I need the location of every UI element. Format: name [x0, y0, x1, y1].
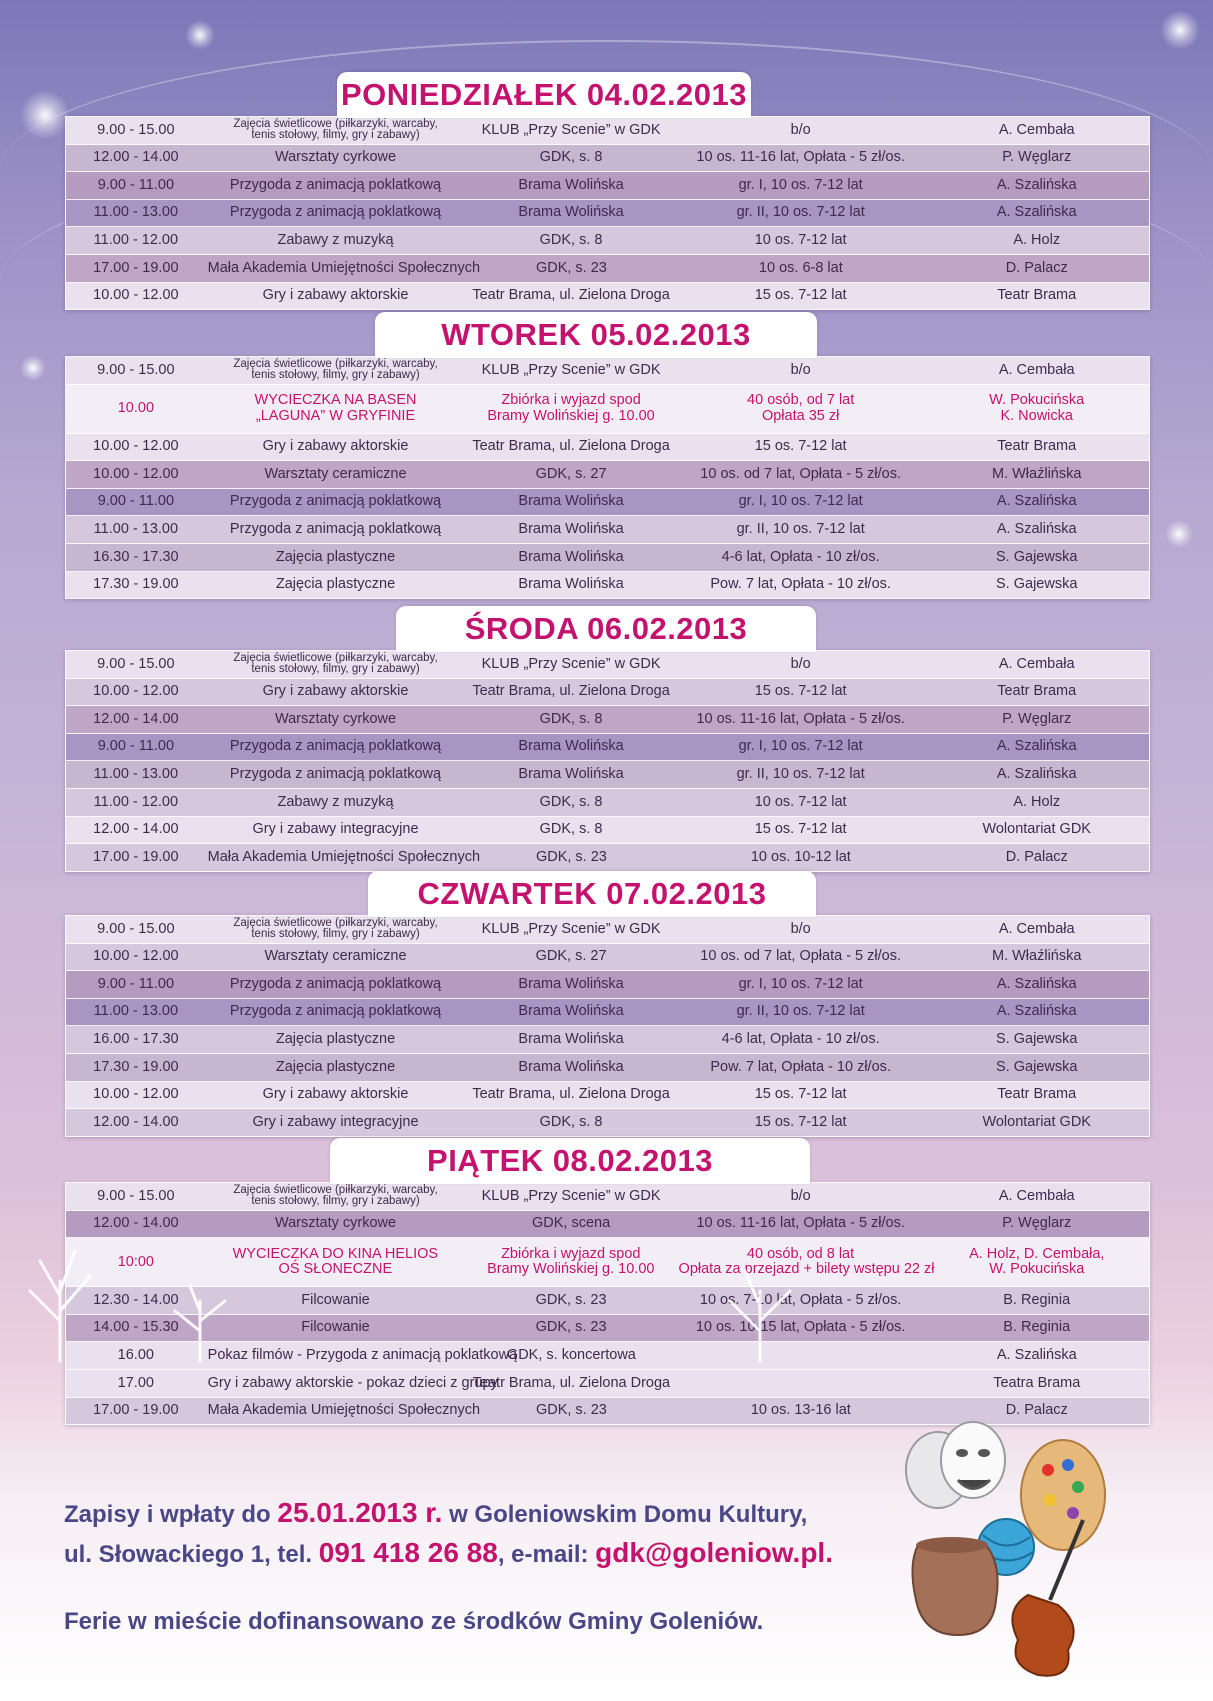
person-cell: S. Gajewska	[996, 1031, 1078, 1048]
info-cell: 15 os. 7-12 lat	[754, 821, 847, 838]
place-cell: Teatr Brama, ul. Zielona Droga	[472, 287, 670, 304]
person-cell: S. Gajewska	[996, 576, 1078, 593]
tree-decoration	[0, 1221, 300, 1364]
cell-line: WYCIECZKA NA BASEN	[254, 392, 417, 409]
person-cell: A. Cembała	[998, 361, 1075, 378]
activity-cell	[206, 119, 466, 142]
info-cell: gr. II, 10 os. 7-12 lat	[736, 766, 865, 783]
time-cell: 10.00	[117, 399, 155, 416]
activity-cell: Gry i zabawy integracyjne	[252, 1113, 419, 1130]
cell-line: tenis stołowy, filmy, gry i zabawy)	[251, 663, 420, 676]
time-cell: 17.00	[117, 1374, 154, 1391]
bokeh-light	[20, 355, 46, 381]
place-cell: Brama Wolińska	[518, 1058, 624, 1075]
info-cell: 10 os. 7-12 lat	[754, 232, 847, 249]
time-cell: 10.00 - 12.00	[93, 438, 179, 455]
table-row	[66, 916, 1149, 944]
time-cell: 16.00	[117, 1347, 154, 1364]
activity-cell: Warsztaty cyrkowe	[274, 1215, 397, 1232]
info-cell: gr. I, 10 os. 7-12 lat	[738, 176, 863, 193]
table-row	[66, 145, 1149, 173]
info-cell: 10 os. 11-16 lat, Opłata - 5 zł/os.	[696, 149, 905, 166]
time-cell: 17.00 - 19.00	[93, 848, 179, 865]
activity-cell: Gry i zabawy aktorskie	[262, 683, 409, 700]
info-cell: 10 os. 13-16 lat	[750, 1402, 851, 1419]
activity-cell: Warsztaty ceramiczne	[264, 948, 407, 965]
table-row	[66, 789, 1149, 817]
email-address: gdk@goleniow.pl.	[595, 1537, 833, 1568]
activity-cell: Przygoda z animacją poklatkową	[229, 493, 442, 510]
table-row	[66, 461, 1149, 489]
person-cell: A. Szalińska	[996, 1347, 1077, 1364]
palette-icon	[1021, 1440, 1105, 1550]
table-row	[66, 679, 1149, 707]
cell-line: Opłata 35 zł	[761, 407, 840, 424]
cell-line: Zbiórka i wyjazd spod	[501, 392, 641, 409]
activity-cell: Warsztaty cyrkowe	[274, 149, 397, 166]
person-cell: A. Szalińska	[996, 738, 1077, 755]
day-title: WTOREK 05.02.2013	[375, 312, 817, 358]
info-cell: Pow. 7 lat, Opłata - 10 zł/os.	[710, 576, 891, 593]
cell-line: WYCIECZKA DO KINA HELIOS	[232, 1245, 439, 1262]
activity-cell: Zabawy z muzyką	[277, 793, 394, 810]
info-cell: 15 os. 7-12 lat	[754, 287, 847, 304]
cell-line: 40 osób, od 8 lat	[746, 1245, 855, 1262]
place-cell: Brama Wolińska	[518, 521, 624, 538]
time-cell: 10.00 - 12.00	[93, 287, 179, 304]
phone-number: 091 418 26 88	[318, 1537, 498, 1568]
place-cell: GDK, s. 8	[539, 793, 603, 810]
info-cell	[677, 393, 925, 423]
footer-text: , e-mail:	[497, 1541, 596, 1568]
place-cell: GDK, s. 23	[535, 1402, 607, 1419]
place-cell	[465, 393, 677, 423]
registration-deadline: 25.01.2013 r.	[277, 1497, 443, 1528]
activity-cell: Gry i zabawy aktorskie - pokaz dzieci z grupy	[207, 1374, 498, 1391]
activity-cell: Warsztaty ceramiczne	[264, 465, 407, 482]
info-cell: 10 os. 10-15 lat, Opłata - 5 zł/os.	[695, 1319, 906, 1336]
theatre-masks-icon	[906, 1422, 1005, 1508]
place-cell: Brama Wolińska	[518, 1003, 624, 1020]
info-cell: 15 os. 7-12 lat	[754, 438, 847, 455]
day-title: CZWARTEK 07.02.2013	[368, 871, 816, 917]
footer-text: Zapisy i wpłaty do	[64, 1501, 278, 1528]
place-cell: GDK, s. 8	[539, 232, 603, 249]
place-cell: Teatr Brama, ul. Zielona Droga	[472, 1374, 671, 1391]
table-row	[66, 516, 1149, 544]
person-cell: A. Szalińska	[996, 1003, 1077, 1020]
table-row	[66, 357, 1149, 385]
info-cell: gr. I, 10 os. 7-12 lat	[738, 975, 863, 992]
info-cell: gr. I, 10 os. 7-12 lat	[738, 493, 863, 510]
person-cell: M. Właźlińska	[991, 465, 1082, 482]
time-cell: 9.00 - 15.00	[97, 920, 175, 937]
table-row	[66, 944, 1149, 972]
place-cell: Brama Wolińska	[518, 766, 624, 783]
cell-line: Zajęcia świetlicowe (piłkarzyki, warcaby,	[233, 916, 438, 929]
person-cell	[925, 1247, 1149, 1277]
activity-cell: Pokaz filmów - Przygoda z animacją poklatkową	[207, 1347, 518, 1364]
activity-cell: Filcowanie	[301, 1319, 370, 1336]
person-cell: P. Węglarz	[1002, 710, 1072, 727]
time-cell: 12.00 - 14.00	[93, 821, 179, 838]
cell-line: Zajęcia świetlicowe (piłkarzyki, warcaby,	[233, 1183, 438, 1196]
person-cell: Teatr Brama	[997, 1086, 1077, 1103]
person-cell: A. Szalińska	[996, 766, 1077, 783]
day-section	[65, 611, 1150, 872]
person-cell: M. Właźlińska	[991, 948, 1082, 965]
activity-cell: Filcowanie	[301, 1291, 370, 1308]
place-cell: KLUB „Przy Scenie” w GDK	[481, 121, 661, 138]
place-cell: KLUB „Przy Scenie” w GDK	[481, 920, 661, 937]
table-row	[66, 385, 1149, 434]
info-cell: 4-6 lat, Opłata - 10 zł/os.	[721, 548, 880, 565]
place-cell: GDK, s. 23	[535, 259, 607, 276]
table-row	[66, 283, 1149, 310]
time-cell: 9.00 - 15.00	[97, 655, 175, 672]
cell-line: OŚ SŁONECZNE	[278, 1261, 393, 1278]
place-cell: Brama Wolińska	[518, 1031, 624, 1048]
footer-funding-note: Ferie w mieście dofinansowano ze środków Gminy Goleniów.	[64, 1608, 764, 1635]
place-cell: KLUB „Przy Scenie” w GDK	[481, 655, 661, 672]
person-cell: B. Reginia	[1003, 1319, 1071, 1336]
footer-text: ul. Słowackiego 1, tel.	[64, 1541, 319, 1568]
info-cell: Pow. 7 lat, Opłata - 10 zł/os.	[710, 1058, 891, 1075]
day-section	[65, 77, 1150, 310]
info-cell: gr. II, 10 os. 7-12 lat	[736, 204, 865, 221]
info-cell: 10 os. 11-16 lat, Opłata - 5 zł/os.	[696, 1215, 905, 1232]
bokeh-light	[1160, 10, 1200, 50]
day-title: ŚRODA 06.02.2013	[396, 606, 816, 652]
table-row	[66, 1082, 1149, 1110]
cell-line: 40 osób, od 7 lat	[747, 392, 855, 409]
time-cell: 10.00 - 12.00	[93, 683, 179, 700]
place-cell: GDK, s. 8	[539, 821, 603, 838]
place-cell: Brama Wolińska	[518, 975, 624, 992]
schedule-table	[65, 116, 1150, 310]
place-cell: Brama Wolińska	[518, 738, 624, 755]
time-cell: 9.00 - 15.00	[97, 121, 175, 138]
person-cell: Teatra Brama	[993, 1374, 1081, 1391]
table-row	[66, 434, 1149, 462]
table-row	[66, 1183, 1149, 1211]
day-section	[65, 317, 1150, 599]
info-cell: b/o	[790, 361, 811, 378]
table-row	[66, 172, 1149, 200]
table-row	[66, 734, 1149, 762]
person-cell: P. Węglarz	[1002, 1215, 1072, 1232]
table-row	[66, 200, 1149, 228]
table-row	[66, 999, 1149, 1027]
person-cell: D. Palacz	[1005, 848, 1068, 865]
time-cell: 11.00 - 13.00	[93, 1003, 179, 1020]
cell-line: tenis stołowy, filmy, gry i zabawy)	[251, 928, 420, 941]
person-cell: A. Cembała	[998, 920, 1075, 937]
table-row	[66, 227, 1149, 255]
activity-cell	[206, 653, 466, 676]
place-cell: GDK, s. 23	[535, 1319, 607, 1336]
place-cell: KLUB „Przy Scenie” w GDK	[481, 361, 661, 378]
time-cell: 9.00 - 11.00	[97, 738, 175, 755]
info-cell: gr. II, 10 os. 7-12 lat	[736, 1003, 865, 1020]
person-cell: A. Szalińska	[996, 493, 1077, 510]
place-cell: GDK, s. 27	[535, 948, 607, 965]
day-title: PONIEDZIAŁEK 04.02.2013	[337, 72, 751, 118]
table-row	[66, 572, 1149, 599]
cell-line: Zbiórka i wyjazd spod	[501, 1245, 641, 1262]
person-cell: A. Szalińska	[996, 521, 1077, 538]
activity-cell: Zajęcia plastyczne	[275, 548, 396, 565]
time-cell: 17.00 - 19.00	[93, 259, 179, 276]
activity-cell: Zajęcia plastyczne	[275, 576, 396, 593]
info-cell: 10 os. 7-10 lat, Opłata - 5 zł/os.	[699, 1291, 902, 1308]
activity-cell: Gry i zabawy aktorskie	[262, 287, 409, 304]
cell-line: Opłata za przejazd + bilety wstępu 22 zł	[678, 1261, 935, 1278]
table-row	[66, 1370, 1149, 1398]
time-cell: 10.00 - 12.00	[93, 465, 179, 482]
time-cell: 9.00 - 11.00	[97, 975, 175, 992]
table-row	[66, 651, 1149, 679]
art-supplies-illustration	[878, 1425, 1118, 1685]
table-row	[66, 971, 1149, 999]
person-cell: A. Szalińska	[996, 176, 1077, 193]
person-cell	[924, 393, 1149, 423]
info-cell: 10 os. od 7 lat, Opłata - 5 zł/os.	[700, 948, 901, 965]
table-row	[66, 1109, 1149, 1136]
schedule-table	[65, 356, 1150, 599]
info-cell: 10 os. 11-16 lat, Opłata - 5 zł/os.	[696, 710, 905, 727]
table-row	[66, 1398, 1149, 1425]
place-cell: GDK, s. 8	[539, 1113, 603, 1130]
info-cell: 15 os. 7-12 lat	[754, 1113, 847, 1130]
place-cell: GDK, s. 23	[535, 1291, 607, 1308]
time-cell: 17.00 - 19.00	[93, 1402, 179, 1419]
place-cell: Brama Wolińska	[518, 576, 624, 593]
info-cell: gr. II, 10 os. 7-12 lat	[736, 521, 865, 538]
info-cell: 10 os. 10-12 lat	[750, 848, 851, 865]
place-cell: Brama Wolińska	[518, 176, 624, 193]
person-cell: P. Węglarz	[1002, 149, 1072, 166]
activity-cell: Przygoda z animacją poklatkową	[229, 521, 442, 538]
activity-cell: Przygoda z animacją poklatkową	[229, 204, 442, 221]
info-cell: b/o	[790, 1187, 811, 1204]
cell-line: Zajęcia świetlicowe (piłkarzyki, warcaby,	[233, 651, 438, 664]
time-cell: 10:00	[117, 1253, 154, 1270]
person-cell: Teatr Brama	[997, 287, 1077, 304]
person-cell: Teatr Brama	[997, 438, 1077, 455]
table-row	[66, 255, 1149, 283]
table-row	[66, 761, 1149, 789]
place-cell: Brama Wolińska	[518, 548, 624, 565]
info-cell: 10 os. 6-8 lat	[758, 259, 843, 276]
activity-cell: Przygoda z animacją poklatkową	[229, 1003, 442, 1020]
bokeh-light	[20, 90, 70, 140]
activity-cell: Przygoda z animacją poklatkową	[229, 738, 442, 755]
cell-line: W. Pokucińska	[989, 392, 1085, 409]
table-row	[66, 117, 1149, 145]
activity-cell	[206, 393, 466, 423]
info-cell: 15 os. 7-12 lat	[754, 1086, 847, 1103]
time-cell: 11.00 - 13.00	[93, 521, 179, 538]
cell-line: K. Nowicka	[1000, 407, 1073, 424]
table-row	[66, 1054, 1149, 1082]
person-cell: A. Cembała	[998, 655, 1075, 672]
activity-cell: Gry i zabawy aktorskie	[262, 1086, 409, 1103]
place-cell: GDK, scena	[531, 1215, 611, 1232]
person-cell: A. Cembała	[998, 121, 1075, 138]
info-cell: 4-6 lat, Opłata - 10 zł/os.	[721, 1031, 880, 1048]
place-cell: GDK, s. 8	[539, 149, 603, 166]
time-cell: 11.00 - 13.00	[93, 204, 179, 221]
person-cell: S. Gajewska	[996, 548, 1078, 565]
activity-cell	[206, 1185, 466, 1208]
footer-line-1	[64, 1497, 807, 1529]
cell-line: tenis stołowy, filmy, gry i zabawy)	[251, 369, 420, 382]
vase-icon	[912, 1537, 997, 1635]
cell-line: Zajęcia świetlicowe (piłkarzyki, warcaby,	[233, 117, 438, 130]
place-cell: Teatr Brama, ul. Zielona Droga	[472, 683, 670, 700]
schedule-table	[65, 915, 1150, 1137]
place-cell: GDK, s. 8	[539, 710, 603, 727]
activity-cell: Mała Akademia Umiejętności Społecznych	[207, 848, 481, 865]
footer-text: w Goleniowskim Domu Kultury,	[442, 1501, 808, 1528]
table-row	[66, 544, 1149, 572]
info-cell: 15 os. 7-12 lat	[754, 683, 847, 700]
time-cell: 16.00 - 17.30	[93, 1031, 179, 1048]
activity-cell: Gry i zabawy aktorskie	[262, 438, 409, 455]
time-cell: 12.30 - 14.00	[93, 1291, 179, 1308]
info-cell: b/o	[790, 655, 811, 672]
cell-line: „LAGUNA” W GRYFINIE	[255, 407, 416, 424]
time-cell: 10.00 - 12.00	[93, 1086, 179, 1103]
table-row	[66, 1026, 1149, 1054]
activity-cell: Warsztaty cyrkowe	[274, 710, 397, 727]
activity-cell: Przygoda z animacją poklatkową	[229, 176, 442, 193]
activity-cell: Zajęcia plastyczne	[275, 1058, 396, 1075]
time-cell: 14.00 - 15.30	[93, 1319, 179, 1336]
activity-cell	[206, 359, 466, 382]
bokeh-light	[185, 20, 215, 50]
cell-line: Bramy Wolińskiej g. 10.00	[487, 1261, 655, 1278]
table-row	[66, 706, 1149, 734]
place-cell: Teatr Brama, ul. Zielona Droga	[472, 1086, 670, 1103]
person-cell: Wolontariat GDK	[982, 821, 1091, 838]
time-cell: 17.30 - 19.00	[93, 576, 179, 593]
person-cell: D. Palacz	[1005, 1402, 1068, 1419]
bokeh-light	[1165, 520, 1193, 548]
tree-decoration	[600, 1241, 860, 1361]
place-cell: Brama Wolińska	[518, 204, 624, 221]
person-cell: A. Holz	[1013, 232, 1061, 249]
time-cell: 12.00 - 14.00	[93, 1113, 179, 1130]
activity-cell: Przygoda z animacją poklatkową	[229, 766, 442, 783]
activity-cell: Przygoda z animacją poklatkową	[229, 975, 442, 992]
activity-cell: Mała Akademia Umiejętności Społecznych	[207, 259, 481, 276]
time-cell: 11.00 - 12.00	[93, 232, 179, 249]
info-cell: 10 os. 7-12 lat	[754, 793, 847, 810]
time-cell: 17.30 - 19.00	[93, 1058, 179, 1075]
time-cell: 9.00 - 15.00	[97, 1187, 175, 1204]
table-row	[66, 817, 1149, 845]
info-cell: gr. I, 10 os. 7-12 lat	[738, 738, 863, 755]
cell-line: tenis stołowy, filmy, gry i zabawy)	[251, 129, 420, 142]
place-cell: Brama Wolińska	[518, 493, 624, 510]
time-cell: 9.00 - 15.00	[97, 361, 175, 378]
table-row	[66, 844, 1149, 871]
person-cell: A. Szalińska	[996, 975, 1077, 992]
activity-cell: Zajęcia plastyczne	[275, 1031, 396, 1048]
activity-cell: Zabawy z muzyką	[277, 232, 394, 249]
cell-line: W. Pokucińska	[989, 1261, 1085, 1278]
person-cell: A. Holz	[1013, 793, 1061, 810]
activity-cell: Gry i zabawy integracyjne	[252, 821, 419, 838]
time-cell: 11.00 - 12.00	[93, 793, 179, 810]
place-cell: GDK, s. 23	[535, 848, 607, 865]
person-cell: D. Palacz	[1005, 259, 1068, 276]
info-cell: b/o	[790, 920, 811, 937]
day-section	[65, 876, 1150, 1137]
cell-line: A. Holz, D. Cembała,	[969, 1245, 1105, 1262]
person-cell: A. Szalińska	[996, 204, 1077, 221]
time-cell: 9.00 - 11.00	[97, 176, 175, 193]
time-cell: 12.00 - 14.00	[93, 710, 179, 727]
time-cell: 12.00 - 14.00	[93, 149, 179, 166]
person-cell: A. Cembała	[998, 1187, 1075, 1204]
person-cell: S. Gajewska	[996, 1058, 1078, 1075]
time-cell: 11.00 - 13.00	[93, 766, 179, 783]
person-cell: Teatr Brama	[997, 683, 1077, 700]
time-cell: 10.00 - 12.00	[93, 948, 179, 965]
time-cell: 9.00 - 11.00	[97, 493, 175, 510]
cell-line: Zajęcia świetlicowe (piłkarzyki, warcaby,	[233, 357, 438, 370]
person-cell: Wolontariat GDK	[982, 1113, 1091, 1130]
place-cell: GDK, s. koncertowa	[506, 1347, 636, 1364]
footer-line-2	[64, 1537, 833, 1569]
schedule-table	[65, 650, 1150, 872]
table-row	[66, 489, 1149, 517]
cell-line: tenis stołowy, filmy, gry i zabawy)	[251, 1195, 420, 1208]
info-cell: b/o	[790, 121, 811, 138]
cell-line: Bramy Wolińskiej g. 10.00	[487, 407, 655, 424]
day-title: PIĄTEK 08.02.2013	[330, 1138, 810, 1184]
info-cell: 10 os. od 7 lat, Opłata - 5 zł/os.	[700, 465, 901, 482]
time-cell: 12.00 - 14.00	[93, 1215, 179, 1232]
place-cell: GDK, s. 27	[535, 465, 607, 482]
person-cell: B. Reginia	[1003, 1291, 1071, 1308]
time-cell: 16.30 - 17.30	[93, 548, 179, 565]
activity-cell	[206, 918, 466, 941]
activity-cell: Mała Akademia Umiejętności Społecznych	[207, 1402, 481, 1419]
place-cell: Teatr Brama, ul. Zielona Droga	[472, 438, 670, 455]
place-cell: KLUB „Przy Scenie” w GDK	[481, 1187, 661, 1204]
